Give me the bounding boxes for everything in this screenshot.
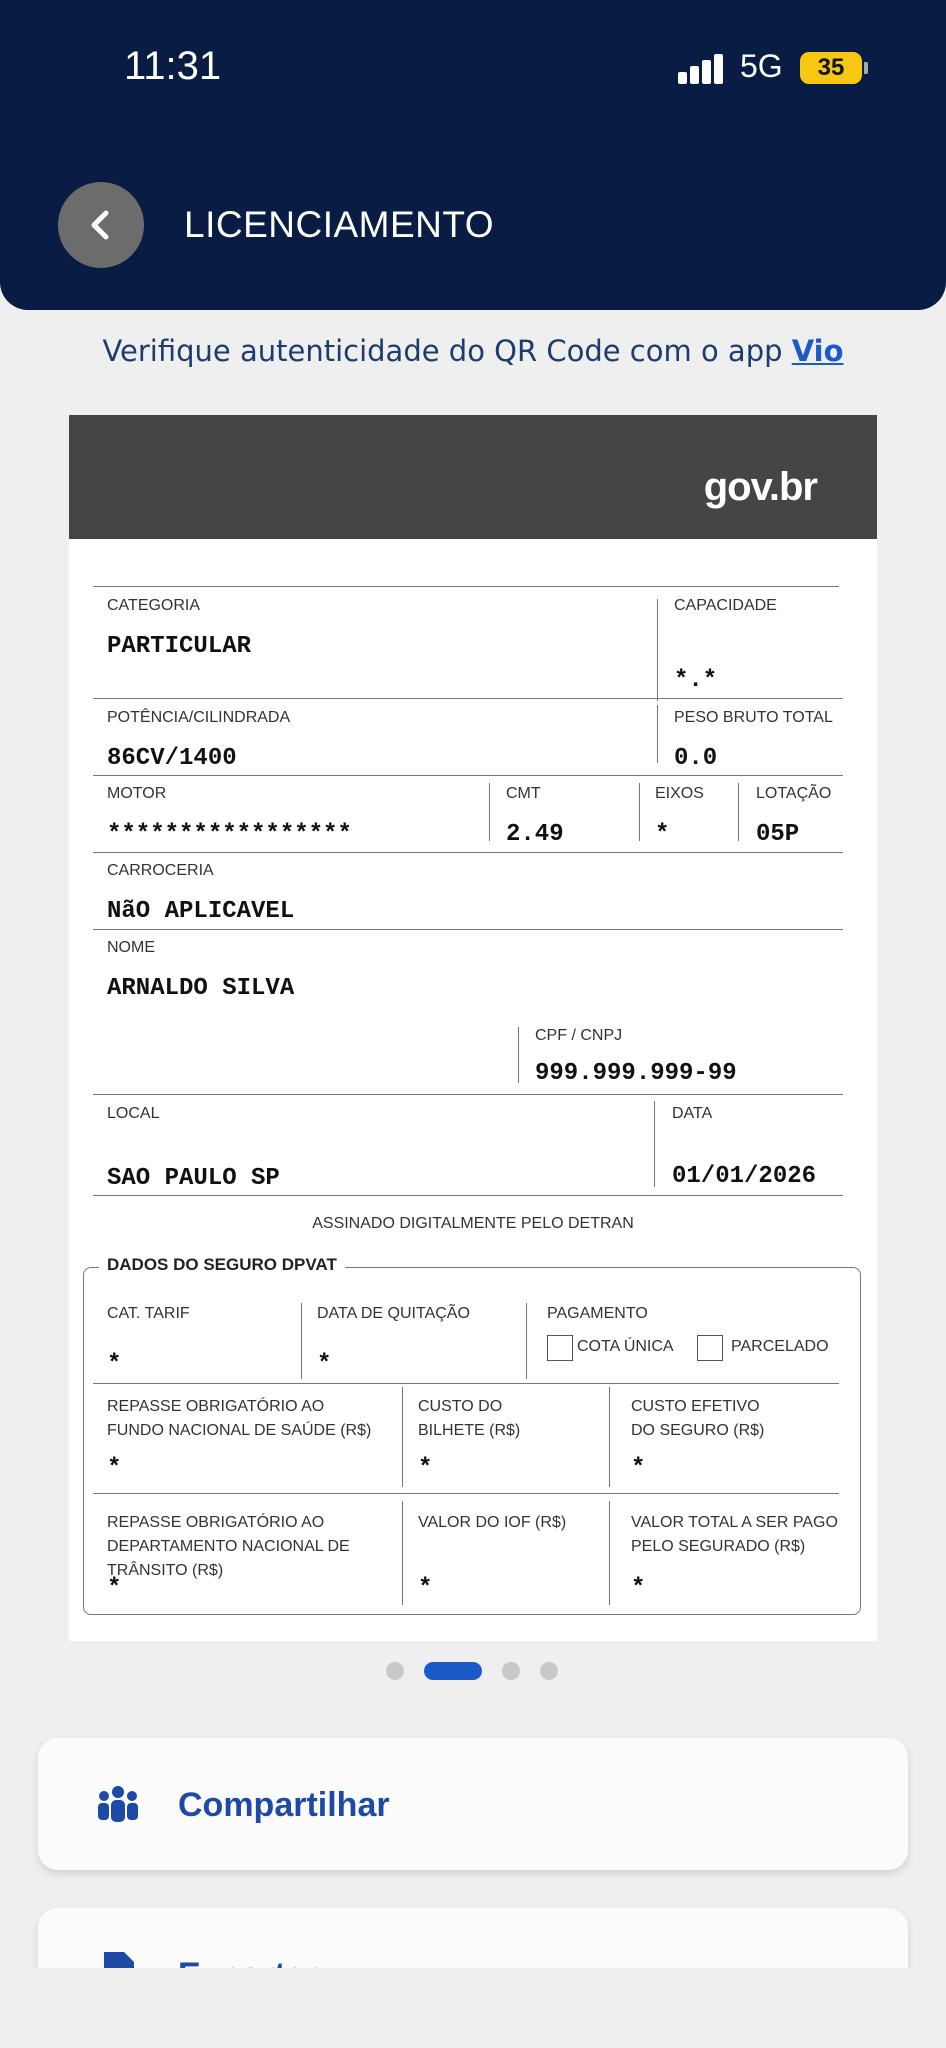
users-icon (96, 1784, 140, 1824)
cota-unica-label: COTA ÚNICA (577, 1338, 674, 1355)
cpf-value: 999.999.999-99 (535, 1060, 737, 1087)
verify-notice (0, 334, 946, 368)
local-value: SAO PAULO SP (107, 1165, 280, 1192)
divider (93, 852, 843, 853)
local-label: LOCAL (107, 1105, 160, 1122)
divider (657, 705, 658, 763)
divider (301, 1303, 302, 1379)
divider (93, 929, 843, 930)
divider (93, 586, 839, 587)
eixos-label: EIXOS (655, 785, 704, 802)
repasse-saude-label: REPASSE OBRIGATÓRIO AO FUNDO NACIONAL DE SAÚDE (R$) (107, 1398, 372, 1439)
back-button[interactable] (58, 182, 144, 268)
valor-iof-value: * (418, 1575, 433, 1602)
parcelado-checkbox[interactable] (697, 1335, 723, 1361)
data-quitacao-label: DATA DE QUITAÇÃO (317, 1305, 470, 1322)
battery-cap (864, 62, 868, 74)
divider (93, 1383, 839, 1384)
categoria-value: PARTICULAR (107, 633, 252, 660)
govbr-logo: gov.br (703, 465, 817, 509)
signature-note: ASSINADO DIGITALMENTE PELO DETRAN (312, 1215, 634, 1232)
divider (609, 1387, 610, 1487)
battery-icon: 35 (800, 52, 862, 84)
custo-bilhete-value: * (418, 1455, 433, 1482)
share-button[interactable] (38, 1738, 908, 1870)
motor-label: MOTOR (107, 785, 167, 802)
categoria-label: CATEGORIA (107, 597, 201, 614)
status-time: 11:31 (124, 44, 222, 88)
divider (526, 1303, 527, 1379)
network-type: 5G (740, 48, 783, 84)
cmt-value: 2.49 (506, 821, 564, 848)
data-value: 01/01/2026 (672, 1163, 817, 1190)
valor-total-label: VALOR TOTAL A SER PAGO PELO SEGURADO (R$) (631, 1514, 838, 1555)
data-quitacao-value: * (317, 1351, 332, 1378)
divider (518, 1027, 519, 1083)
dpvat-title: DADOS DO SEGURO DPVAT (99, 1255, 345, 1275)
nome-label: NOME (107, 939, 155, 956)
lotacao-label: LOTAÇÃO (756, 785, 832, 802)
pager-dot[interactable] (386, 1662, 404, 1680)
share-label: Compartilhar (178, 1786, 390, 1824)
divider (93, 698, 843, 699)
cmt-label: CMT (506, 785, 541, 802)
nome-value: ARNALDO SILVA (107, 975, 295, 1002)
valor-iof-label: VALOR DO IOF (R$) (418, 1514, 567, 1531)
cpf-label: CPF / CNPJ (535, 1027, 623, 1044)
divider (657, 599, 658, 701)
pager-dot[interactable] (502, 1662, 520, 1680)
potencia-value: 86CV/1400 (107, 745, 237, 772)
peso-value: 0.0 (674, 745, 718, 772)
pager-dot[interactable] (540, 1662, 558, 1680)
bottom-fade (0, 1968, 946, 2048)
license-document (69, 415, 877, 1641)
cat-tarif-label: CAT. TARIF (107, 1305, 190, 1322)
valor-total-value: * (631, 1575, 646, 1602)
divider (639, 783, 640, 841)
repasse-transito-label: REPASSE OBRIGATÓRIO AO DEPARTAMENTO NACIONAL DE TRÂNSITO (R$) (107, 1514, 350, 1579)
verify-text: Verifique autenticidade do QR Code com o app (102, 334, 792, 368)
pagamento-label: PAGAMENTO (547, 1305, 648, 1322)
motor-value: ***************** (107, 821, 352, 848)
potencia-label: POTÊNCIA/CILINDRADA (107, 709, 291, 726)
custo-efetivo-value: * (631, 1455, 646, 1482)
divider (489, 783, 490, 841)
divider (738, 783, 739, 841)
capacidade-label: CAPACIDADE (674, 597, 777, 614)
page-title: LICENCIAMENTO (184, 204, 495, 245)
divider (609, 1501, 610, 1605)
vio-link[interactable]: Vio (791, 334, 844, 368)
divider (654, 1101, 655, 1187)
data-label: DATA (672, 1105, 713, 1122)
repasse-transito-value: * (107, 1575, 122, 1602)
carroceria-value: NãO APLICAVEL (107, 898, 295, 925)
divider (93, 1493, 839, 1494)
signal-icon (678, 54, 724, 84)
divider (93, 1094, 843, 1095)
divider (402, 1501, 403, 1605)
custo-efetivo-label: CUSTO EFETIVO DO SEGURO (R$) (631, 1398, 765, 1439)
divider (93, 1195, 843, 1196)
document-header (69, 415, 877, 539)
eixos-value: * (655, 821, 670, 848)
chevron-left-icon (84, 208, 118, 242)
repasse-saude-value: * (107, 1455, 122, 1482)
divider (402, 1387, 403, 1487)
app-header (0, 0, 946, 310)
divider (93, 775, 843, 776)
peso-label: PESO BRUTO TOTAL (674, 709, 833, 726)
lotacao-value: 05P (756, 821, 800, 848)
carroceria-label: CARROCERIA (107, 862, 214, 879)
cat-tarif-value: * (107, 1351, 122, 1378)
custo-bilhete-label: CUSTO DO BILHETE (R$) (418, 1398, 521, 1439)
parcelado-label: PARCELADO (731, 1338, 829, 1355)
capacidade-value: *.* (674, 667, 718, 694)
cota-unica-checkbox[interactable] (547, 1335, 573, 1361)
pager-dot-active[interactable] (424, 1662, 482, 1680)
